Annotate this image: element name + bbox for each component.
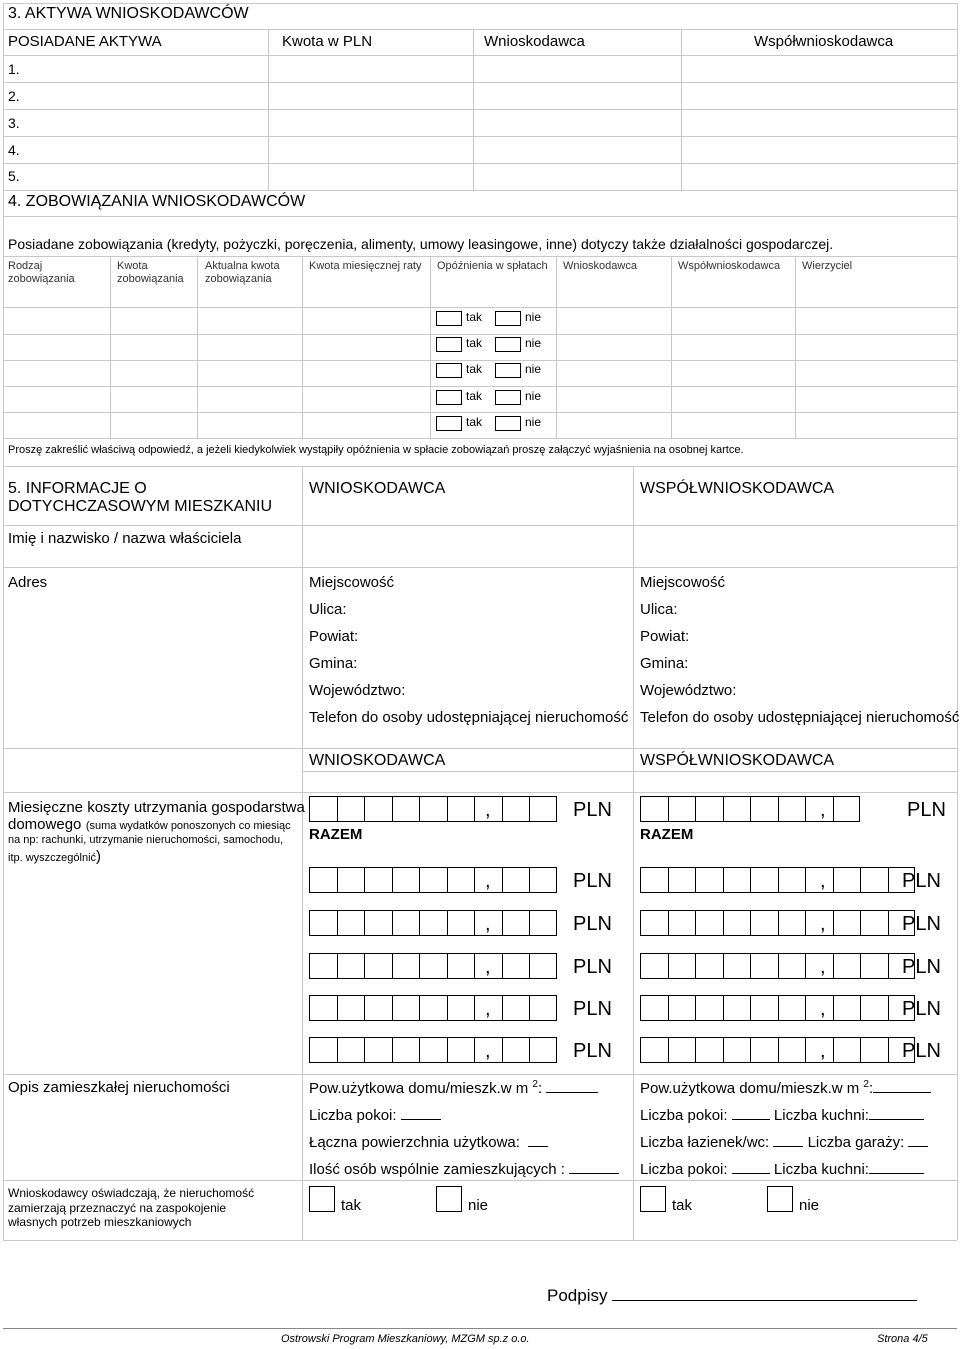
digit-cell[interactable]	[309, 995, 337, 1021]
currency-label: PLN	[573, 1040, 612, 1062]
digit-cell[interactable]	[529, 867, 557, 893]
digit-cell[interactable]	[447, 910, 475, 936]
persons-field: Ilość osób wspólnie zamieszkujących :	[309, 1160, 619, 1178]
monthly-costs-label: Miesięczne koszty utrzymania gospodarstwa	[8, 799, 305, 816]
applicant-header: Wnioskodawca	[563, 260, 637, 272]
kitchens-input[interactable]	[869, 1160, 924, 1174]
amount-digit-cells[interactable]	[309, 910, 557, 936]
usable-area-field: Pow.użytkowa domu/mieszk.w m $^2$:	[640, 1079, 931, 1097]
digit-cell[interactable]	[392, 953, 420, 979]
digit-cell[interactable]	[364, 796, 392, 822]
no-label: nie	[525, 310, 542, 324]
footer-page-number: Strona 4/5	[877, 1333, 928, 1345]
yes-checkbox[interactable]	[436, 311, 462, 326]
digit-cell[interactable]	[778, 953, 806, 979]
asset-row-label: 3.	[8, 115, 20, 131]
decimal-comma: ,	[485, 799, 491, 821]
digit-cell[interactable]	[447, 953, 475, 979]
yes-label: tak	[466, 362, 483, 376]
liabilities-description: Posiadane zobowiązania (kredyty, pożyczki, poręczenia, alimenty, umowy leasingowe, inne) dotyczy także działalności gospodarczej.	[8, 236, 834, 252]
digit-cell[interactable]	[723, 995, 751, 1021]
no-checkbox[interactable]	[495, 416, 521, 431]
amount-digit-cells[interactable]	[309, 953, 557, 979]
address-label: Adres	[8, 574, 48, 591]
no-checkbox[interactable]	[495, 363, 521, 378]
monthly-costs-hint: na np: rachunki, utrzymanie nieruchomości, samochodu,	[8, 834, 284, 846]
decimal-comma: ,	[485, 956, 491, 978]
digit-cell[interactable]	[502, 953, 530, 979]
digit-cell[interactable]	[337, 910, 365, 936]
digit-cell[interactable]	[337, 995, 365, 1021]
digit-cell[interactable]	[419, 1037, 447, 1063]
no-label: nie	[525, 362, 542, 376]
digit-cell[interactable]	[833, 953, 861, 979]
yes-label: tak	[466, 310, 483, 324]
total-label: RAZEM	[309, 826, 363, 843]
digit-cell[interactable]	[640, 1037, 668, 1063]
digit-cell[interactable]	[750, 867, 778, 893]
digit-cell[interactable]	[695, 1037, 723, 1063]
decimal-comma: ,	[820, 956, 826, 978]
amount-header: Kwota zobowiązania	[117, 260, 184, 285]
digit-cell[interactable]	[805, 910, 833, 936]
decimal-comma: ,	[820, 998, 826, 1020]
locality-label: Miejscowość	[640, 574, 726, 591]
decimal-comma: ,	[485, 1040, 491, 1062]
amount-digit-cells[interactable]	[309, 1037, 557, 1063]
bathrooms-garages-field: Liczba łazienek/wc: Liczba garaży:	[640, 1133, 928, 1151]
yes-label: tak	[466, 336, 483, 350]
bathrooms-input[interactable]	[773, 1133, 803, 1147]
currency-label: PLN	[573, 913, 612, 935]
owner-label: Imię i nazwisko / nazwa właściciela	[8, 530, 242, 547]
digit-cell[interactable]	[833, 867, 861, 893]
coapplicant-column-header: WSPÓŁWNIOSKODAWCA	[640, 752, 835, 769]
yes-checkbox[interactable]	[436, 390, 462, 405]
digit-cell[interactable]	[337, 1037, 365, 1063]
assets-header: POSIADANE AKTYWA	[8, 33, 162, 50]
municipality-label: Gmina:	[309, 655, 358, 672]
footer-organization: Ostrowski Program Mieszkaniowy, MZGM sp.z o.o.	[281, 1333, 530, 1345]
amount-digit-cells[interactable]	[640, 867, 915, 893]
decimal-comma: ,	[820, 799, 826, 821]
digit-cell[interactable]	[502, 796, 530, 822]
currency-label: PLN	[902, 956, 941, 978]
delays-header: Opóźnienia w spłatach	[437, 260, 548, 272]
currency-label: PLN	[902, 870, 941, 892]
digit-cell[interactable]	[805, 953, 833, 979]
digit-cell[interactable]	[502, 995, 530, 1021]
digit-cell[interactable]	[805, 796, 833, 822]
digit-cell[interactable]	[778, 867, 806, 893]
amount-digit-cells[interactable]	[309, 796, 557, 822]
digit-cell[interactable]	[309, 910, 337, 936]
digit-cell[interactable]	[337, 953, 365, 979]
rooms-kitchens-field: Liczba pokoi: Liczba kuchni:	[640, 1160, 924, 1178]
digit-cell[interactable]	[419, 910, 447, 936]
digit-cell[interactable]	[502, 867, 530, 893]
digit-cell[interactable]	[723, 953, 751, 979]
decimal-comma: ,	[485, 998, 491, 1020]
digit-cell[interactable]	[860, 910, 888, 936]
digit-cell[interactable]	[750, 953, 778, 979]
digit-cell[interactable]	[309, 1037, 337, 1063]
declaration-yes-checkbox[interactable]	[309, 1186, 335, 1212]
rooms-input[interactable]	[732, 1160, 770, 1174]
rooms-field: Liczba pokoi:	[309, 1106, 441, 1124]
total-area-input[interactable]	[528, 1133, 548, 1147]
declaration-no-checkbox[interactable]	[767, 1186, 793, 1212]
no-label: nie	[525, 415, 542, 429]
digit-cell[interactable]	[860, 953, 888, 979]
digit-cell[interactable]	[419, 796, 447, 822]
digit-cell[interactable]	[668, 1037, 696, 1063]
digit-cell[interactable]	[364, 867, 392, 893]
section-3-title: 3. AKTYWA WNIOSKODAWCÓW	[8, 5, 249, 22]
contact-phone-label: Telefon do osoby udostępniającej nieruchomość	[640, 709, 960, 726]
currency-label: PLN	[907, 799, 946, 821]
digit-cell[interactable]	[392, 1037, 420, 1063]
street-label: Ulica:	[640, 601, 678, 618]
digit-cell[interactable]	[392, 796, 420, 822]
digit-cell[interactable]	[695, 796, 723, 822]
garages-input[interactable]	[908, 1133, 928, 1147]
creditor-header: Wierzyciel	[802, 260, 853, 272]
no-checkbox[interactable]	[495, 311, 521, 326]
yes-checkbox[interactable]	[436, 363, 462, 378]
rooms-input[interactable]	[401, 1106, 441, 1120]
county-label: Powiat:	[309, 628, 359, 645]
digit-cell[interactable]	[529, 1037, 557, 1063]
digit-cell[interactable]	[750, 910, 778, 936]
digit-cell[interactable]	[419, 867, 447, 893]
street-label: Ulica:	[309, 601, 347, 618]
digit-cell[interactable]	[778, 995, 806, 1021]
digit-cell[interactable]	[668, 995, 696, 1021]
digit-cell[interactable]	[695, 995, 723, 1021]
amount-header: Kwota w PLN	[282, 33, 373, 50]
yes-label: tak	[341, 1197, 362, 1214]
no-label: nie	[525, 389, 542, 403]
signature-line[interactable]	[612, 1286, 917, 1301]
voivodeship-label: Województwo:	[309, 682, 406, 699]
contact-phone-label: Telefon do osoby udostępniającej nieruchomość	[309, 709, 629, 726]
digit-cell[interactable]	[805, 1037, 833, 1063]
digit-cell[interactable]	[668, 910, 696, 936]
decimal-comma: ,	[485, 870, 491, 892]
amount-digit-cells[interactable]	[640, 995, 915, 1021]
yes-checkbox[interactable]	[436, 416, 462, 431]
digit-cell[interactable]	[337, 796, 365, 822]
property-description-label: Opis zamieszkałej nieruchomości	[8, 1079, 230, 1096]
digit-cell[interactable]	[309, 867, 337, 893]
delays-note: Proszę zakreślić właściwą odpowiedź, a jeżeli kiedykolwiek wystąpiły opóźnienia w spłacie zobowiązań proszę załączyć wyjaśnienia na osobnej kartce.	[8, 444, 744, 456]
amount-digit-cells[interactable]	[640, 1037, 915, 1063]
signatures-field: Podpisy	[547, 1286, 917, 1306]
rooms-kitchens-field: Liczba pokoi: Liczba kuchni:	[640, 1106, 924, 1124]
digit-cell[interactable]	[778, 796, 806, 822]
digit-cell[interactable]	[640, 910, 668, 936]
section-4-title: 4. ZOBOWIĄZANIA WNIOSKODAWCÓW	[8, 193, 306, 210]
rooms-input[interactable]	[732, 1106, 770, 1120]
digit-cell[interactable]	[833, 1037, 861, 1063]
applicant-column-header: WNIOSKODAWCA	[309, 752, 446, 769]
digit-cell[interactable]	[860, 867, 888, 893]
digit-cell[interactable]	[833, 910, 861, 936]
asset-row-label: 4.	[8, 142, 20, 158]
digit-cell[interactable]	[419, 995, 447, 1021]
currency-label: PLN	[573, 956, 612, 978]
no-label: nie	[799, 1197, 820, 1214]
currency-label: PLN	[902, 913, 941, 935]
digit-cell[interactable]	[778, 1037, 806, 1063]
monthly-costs-hint: itp. wyszczególnić)	[8, 848, 102, 865]
digit-cell[interactable]	[447, 796, 475, 822]
county-label: Powiat:	[640, 628, 690, 645]
yes-label: tak	[466, 415, 483, 429]
digit-cell[interactable]	[529, 796, 557, 822]
digit-cell[interactable]	[723, 1037, 751, 1063]
digit-cell[interactable]	[529, 910, 557, 936]
digit-cell[interactable]	[833, 796, 861, 822]
digit-cell[interactable]	[805, 867, 833, 893]
asset-row-label: 2.	[8, 88, 20, 104]
usable-area-field: Pow.użytkowa domu/mieszk.w m $^2$:	[309, 1079, 598, 1097]
digit-cell[interactable]	[750, 995, 778, 1021]
amount-digit-cells[interactable]	[640, 796, 860, 822]
coapplicant-column-header: WSPÓŁWNIOSKODAWCA	[640, 480, 835, 497]
digit-cell[interactable]	[419, 953, 447, 979]
coapplicant-header: Współwnioskodawca	[754, 33, 894, 50]
digit-cell[interactable]	[337, 867, 365, 893]
voivodeship-label: Województwo:	[640, 682, 737, 699]
digit-cell[interactable]	[447, 1037, 475, 1063]
currency-label: PLN	[573, 998, 612, 1020]
declaration-yes-checkbox[interactable]	[640, 1186, 666, 1212]
currency-label: PLN	[573, 799, 612, 821]
digit-cell[interactable]	[723, 867, 751, 893]
digit-cell[interactable]	[392, 995, 420, 1021]
amount-digit-cells[interactable]	[309, 995, 557, 1021]
amount-digit-cells[interactable]	[309, 867, 557, 893]
monthly-installment-header: Kwota miesięcznej raty	[309, 260, 422, 272]
applicant-header: Wnioskodawca	[484, 33, 585, 50]
yes-label: tak	[672, 1197, 693, 1214]
municipality-label: Gmina:	[640, 655, 689, 672]
current-amount-header: Aktualna kwota zobowiązania	[205, 260, 280, 285]
yes-checkbox[interactable]	[436, 337, 462, 352]
digit-cell[interactable]	[860, 995, 888, 1021]
digit-cell[interactable]	[668, 953, 696, 979]
kitchens-input[interactable]	[869, 1106, 924, 1120]
type-header: Rodzaj zobowiązania	[8, 260, 75, 285]
decimal-comma: ,	[820, 1040, 826, 1062]
digit-cell[interactable]	[640, 867, 668, 893]
digit-cell[interactable]	[695, 910, 723, 936]
digit-cell[interactable]	[529, 995, 557, 1021]
decimal-comma: ,	[820, 913, 826, 935]
digit-cell[interactable]	[392, 910, 420, 936]
digit-cell[interactable]	[695, 953, 723, 979]
yes-label: tak	[466, 389, 483, 403]
digit-cell[interactable]	[392, 867, 420, 893]
asset-row-label: 1.	[8, 61, 20, 77]
currency-label: PLN	[902, 1040, 941, 1062]
monthly-costs-label-cont: domowego (suma wydatków ponoszonych co miesiąc	[8, 816, 291, 833]
declaration-text: Wnioskodawcy oświadczają, że nieruchomość zamierzają przeznaczyć na zaspokojenie własnych potrzeb mieszkaniowych	[8, 1186, 255, 1229]
no-checkbox[interactable]	[495, 390, 521, 405]
digit-cell[interactable]	[447, 867, 475, 893]
section-5-title: 5. INFORMACJE O DOTYCHCZASOWYM MIESZKANIU	[8, 480, 273, 516]
digit-cell[interactable]	[364, 953, 392, 979]
decimal-comma: ,	[820, 870, 826, 892]
currency-label: PLN	[573, 870, 612, 892]
digit-cell[interactable]	[833, 995, 861, 1021]
digit-cell[interactable]	[750, 796, 778, 822]
digit-cell[interactable]	[447, 995, 475, 1021]
digit-cell[interactable]	[860, 1037, 888, 1063]
locality-label: Miejscowość	[309, 574, 395, 591]
coapplicant-header: Współwnioskodawca	[678, 260, 781, 272]
digit-cell[interactable]	[805, 995, 833, 1021]
digit-cell[interactable]	[364, 910, 392, 936]
no-label: nie	[525, 336, 542, 350]
amount-digit-cells[interactable]	[640, 953, 915, 979]
digit-cell[interactable]	[668, 796, 696, 822]
digit-cell[interactable]	[309, 953, 337, 979]
digit-cell[interactable]	[723, 796, 751, 822]
digit-cell[interactable]	[529, 953, 557, 979]
total-label: RAZEM	[640, 826, 694, 843]
persons-input[interactable]	[569, 1160, 619, 1174]
digit-cell[interactable]	[364, 995, 392, 1021]
usable-area-input[interactable]	[546, 1079, 598, 1093]
no-checkbox[interactable]	[495, 337, 521, 352]
digit-cell[interactable]	[778, 910, 806, 936]
digit-cell[interactable]	[668, 867, 696, 893]
amount-digit-cells[interactable]	[640, 910, 915, 936]
digit-cell[interactable]	[640, 953, 668, 979]
digit-cell[interactable]	[695, 867, 723, 893]
digit-cell[interactable]	[750, 1037, 778, 1063]
decimal-comma: ,	[485, 913, 491, 935]
declaration-no-checkbox[interactable]	[436, 1186, 462, 1212]
digit-cell[interactable]	[364, 1037, 392, 1063]
digit-cell[interactable]	[640, 796, 668, 822]
applicant-column-header: WNIOSKODAWCA	[309, 480, 446, 497]
currency-label: PLN	[902, 998, 941, 1020]
total-area-field: Łączna powierzchnia użytkowa:	[309, 1133, 548, 1151]
asset-row-label: 5.	[8, 168, 20, 184]
digit-cell[interactable]	[723, 910, 751, 936]
digit-cell[interactable]	[502, 1037, 530, 1063]
no-label: nie	[468, 1197, 489, 1214]
usable-area-input[interactable]	[873, 1079, 931, 1093]
digit-cell[interactable]	[640, 995, 668, 1021]
digit-cell[interactable]	[309, 796, 337, 822]
digit-cell[interactable]	[502, 910, 530, 936]
